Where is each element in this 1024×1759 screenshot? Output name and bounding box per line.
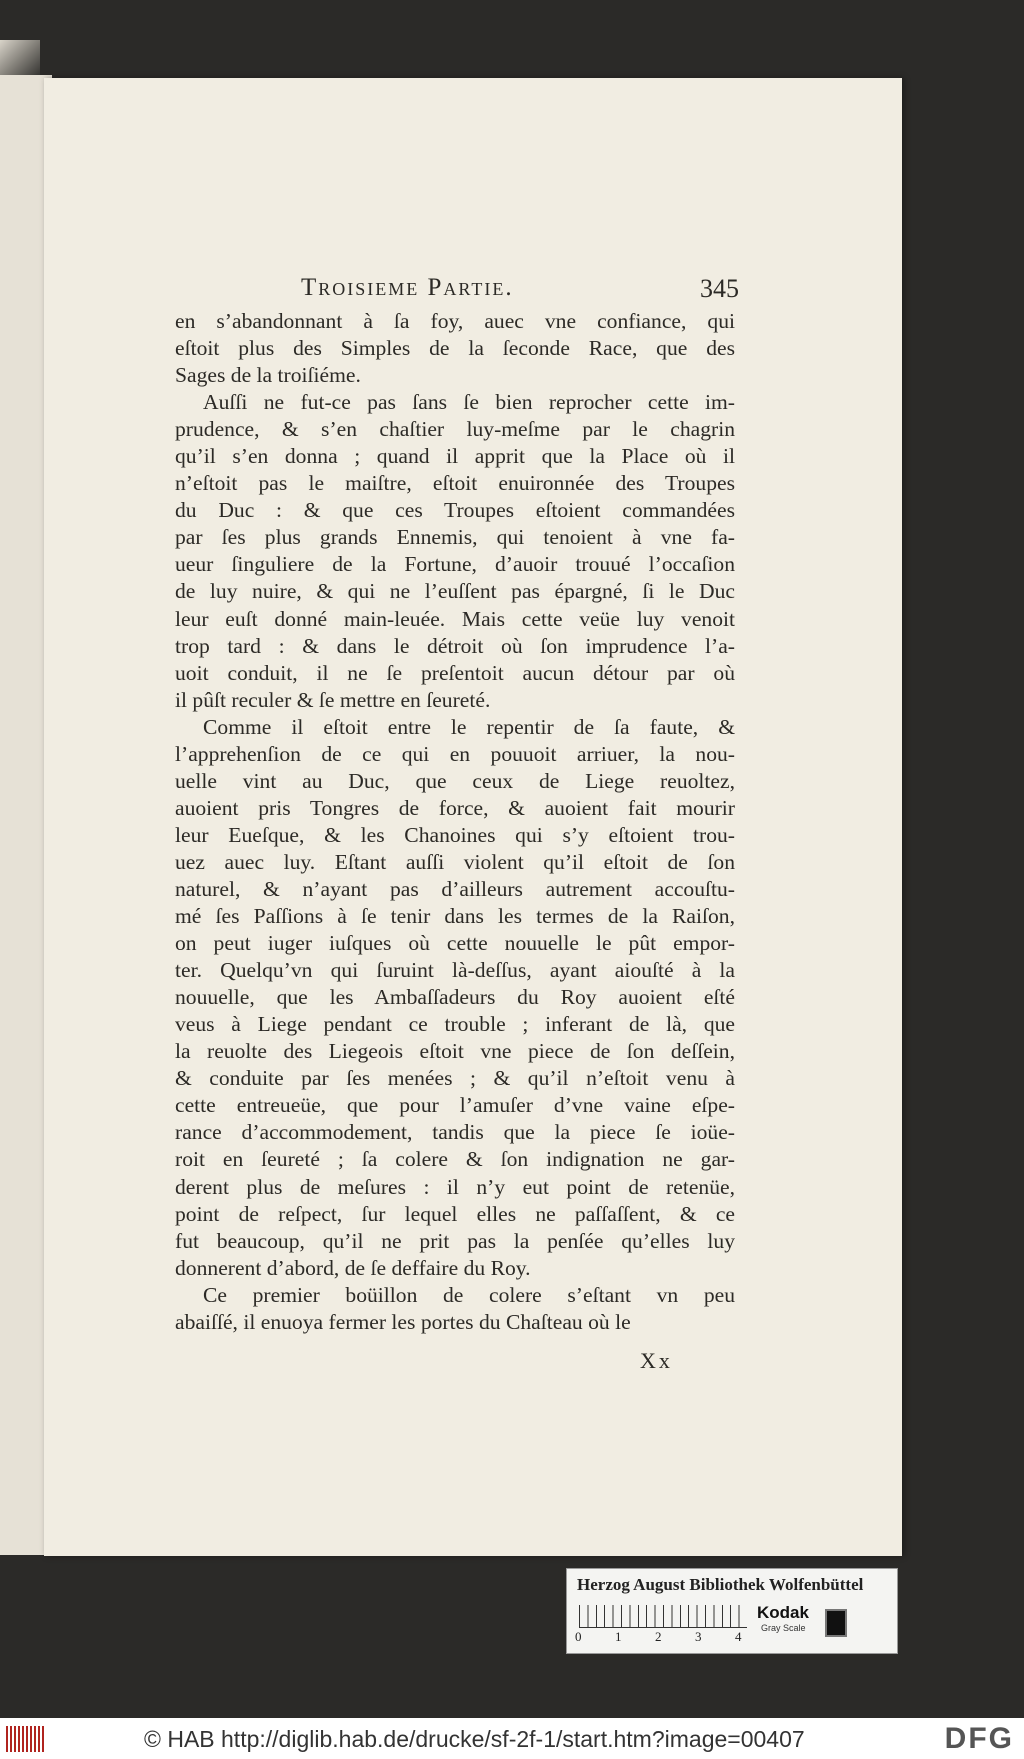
paragraph: [175, 714, 735, 1282]
book-page: [44, 78, 902, 1556]
ruler-number: 0: [575, 1629, 582, 1644]
text-line: cette entreueüe, que pour l’amuſer d’vne vaine eſpe-: [175, 1093, 735, 1118]
ruler-number: 3: [695, 1629, 702, 1644]
text-line: uelle vint au Duc, que ceux de Liege reuoltez,: [175, 768, 735, 793]
text-line: du Duc : & que ces Troupes eſtoient commandées: [175, 498, 735, 523]
text-line: roit en ſeureté ; ſa colere & ſon indignation ne gar-: [175, 1147, 735, 1172]
barcode-icon: [6, 1726, 46, 1752]
text-line: nouuelle, que les Ambaſſadeurs du Roy auoient eſté: [175, 985, 735, 1010]
text-line: leur euſt donné main-leuée. Mais cette veüe luy venoit: [175, 606, 735, 631]
text-line: par ſes plus grands Ennemis, qui tenoient à vne fa-: [175, 525, 735, 550]
text-line: prudence, & s’en chaſtier luy-meſme par le chagrin: [175, 417, 735, 442]
text-line: rance d’accommodement, tandis que la piece ſe ioüe-: [175, 1120, 735, 1145]
text-line: l’apprehenſion de ce qui en pouuoit arriuer, la nou-: [175, 741, 735, 766]
text-line: naturel, & n’ayant pas d’ailleurs autrement accouſtu-: [175, 876, 735, 901]
text-line: donnerent d’abord, de ſe deffaire du Roy.: [175, 1255, 531, 1280]
page-header: [175, 274, 739, 308]
library-label: Herzog August Bibliothek Wolfenbüttel: [577, 1575, 864, 1594]
dfg-logo: DFG: [944, 1722, 1014, 1755]
text-line: Sages de la troiſiéme.: [175, 363, 361, 388]
text-block: [175, 274, 739, 1336]
paragraph: [175, 389, 735, 714]
catchword: Xx: [640, 1348, 673, 1373]
text-line: ter. Quelqu’vn qui ſuruint là-deſſus, ayant aiouſté à la: [175, 958, 735, 983]
footer-credit-link[interactable]: © HAB http://diglib.hab.de/drucke/sf-2f-1/start.htm?image=00407: [144, 1726, 805, 1752]
text-line: derent plus de meſures : il n’y eut point de retenüe,: [175, 1174, 735, 1199]
text-line: uez auec luy. Eſtant auſſi violent qu’il eſtoit de ſon: [175, 849, 735, 874]
running-head: Troisieme Partie.: [301, 274, 514, 301]
left-page-corner: [0, 40, 40, 80]
text-line: Auſſi ne fut-ce pas ſans ſe bien reprocher cette im-: [203, 390, 735, 415]
text-line: eſtoit plus des Simples de la ſeconde Race, que des: [175, 336, 735, 361]
text-line: il pûſt reculer & ſe mettre en ſeureté.: [175, 687, 491, 712]
kodak-brand: Kodak: [757, 1603, 809, 1622]
text-line: trop tard : & dans le détroit où ſon imprudence l’a-: [175, 633, 735, 658]
text-line: point de reſpect, ſur lequel elles ne paſſaſſent, & ce: [175, 1201, 735, 1226]
paragraph: [175, 1282, 735, 1336]
grayscale-label: Gray Scale: [761, 1623, 806, 1633]
paragraph: [175, 308, 735, 389]
text-line: Ce premier boüillon de colere s’eſtant vn peu: [203, 1282, 735, 1307]
body-text: [175, 308, 735, 1336]
page-number: 345: [700, 274, 739, 303]
text-line: n’eſtoit pas le maiſtre, eſtoit enuironnée des Troupes: [175, 471, 735, 496]
ruler-number: 4: [735, 1629, 742, 1644]
text-line: & conduite par ſes menées ; & qu’il n’eſtoit venu à: [175, 1066, 735, 1091]
text-line: fut beaucoup, qu’il ne prit pas la penſée qu’elles luy: [175, 1228, 735, 1253]
text-line: veus à Liege pendant ce trouble ; inferant de là, que: [175, 1012, 735, 1037]
text-line: ueur ſinguliere de la Fortune, d’auoir trouué l’occaſion: [175, 552, 735, 577]
ruler-number: 1: [615, 1629, 622, 1644]
text-line: Comme il eſtoit entre le repentir de ſa faute, &: [203, 714, 735, 739]
text-line: qu’il s’en donna ; quand il apprit que la Place où il: [175, 444, 735, 469]
text-line: on peut iuger iuſques où cette nouuelle le pût empor-: [175, 931, 735, 956]
color-calibration-bar: [566, 1568, 898, 1654]
text-line: de luy nuire, & qui ne l’euſſent pas épargné, ſi le Duc: [175, 579, 735, 604]
footer-bar: [0, 1718, 1024, 1759]
ruler-icon: [579, 1605, 747, 1628]
text-line: auoient pris Tongres de force, & auoient fait mourir: [175, 795, 735, 820]
text-line: mé ſes Paſſions à ſe tenir dans les termes de la Raiſon,: [175, 904, 735, 929]
text-line: leur Eueſque, & les Chanoines qui s’y eſtoient trou-: [175, 822, 735, 847]
text-line: uoit conduit, il ne ſe preſentoit aucun détour par où: [175, 660, 735, 685]
text-line: abaiſſé, il enuoya fermer les portes du Chaſteau où le: [175, 1309, 631, 1334]
gray-patch-icon: [825, 1609, 847, 1637]
text-line: en s’abandonnant à ſa foy, auec vne confiance, qui: [175, 309, 735, 333]
ruler-number: 2: [655, 1629, 662, 1644]
text-line: la reuolte des Liegeois eſtoit vne piece de ſon deſſein,: [175, 1039, 735, 1064]
